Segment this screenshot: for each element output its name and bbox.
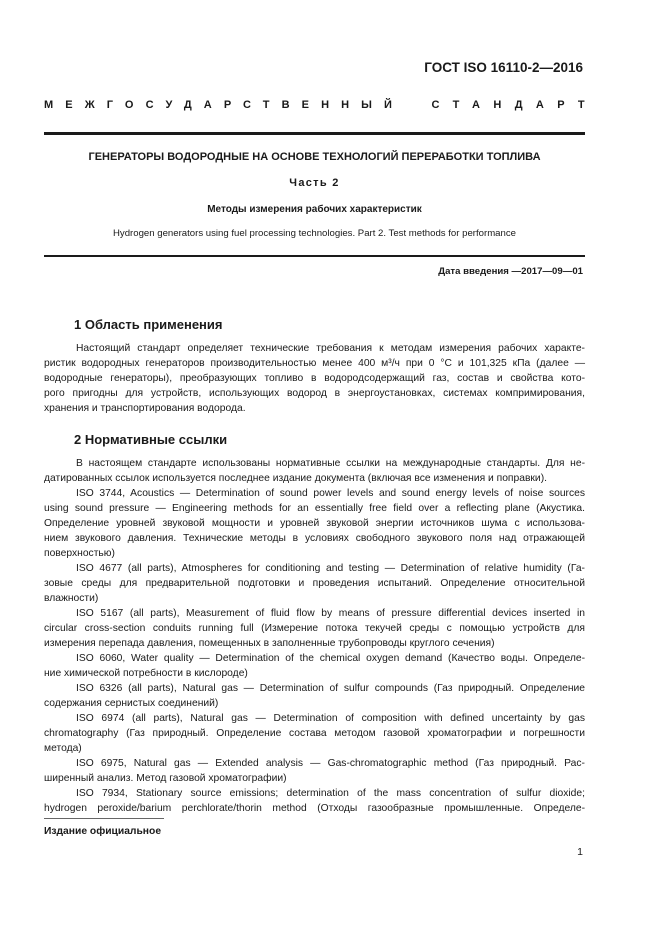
text-line: содержания сернистых соединений) [44, 698, 219, 709]
text-line: ISO 6326 (all parts), Natural gas — Determination of sulfur compounds (Газ природный. Определение [76, 683, 585, 694]
footer-rule [44, 818, 164, 819]
text-line: В настоящем стандарте использованы нормативные ссылки на международные стандарты. Для не- [76, 458, 585, 469]
gost-code: ГОСТ ISO 16110-2—2016 [424, 60, 583, 75]
text-line: ISO 6060, Water quality — Determination of the chemical oxygen demand (Качество воды. Определе- [76, 653, 585, 664]
standard-kind [44, 99, 598, 111]
page-number: 1 [577, 846, 583, 858]
text-line: ISO 7934, Stationary source emissions; determination of the mass concentration of sulfur dioxide; [76, 788, 585, 799]
text-line: зовые среды для предварительной подготовки и проведения испытаний. Определение относительной [44, 578, 585, 589]
section-1-text [44, 341, 585, 416]
text-line: поверхностью) [44, 548, 115, 559]
text-line: ISO 6974 (all parts), Natural gas — Determination of composition with defined uncertainty by gas [76, 713, 585, 724]
text-line: водородные генераторы), преобразующих топливо в водородсодержащий газ, состав и свойства кото- [44, 373, 585, 384]
text-line: hydrogen peroxide/barium perchlorate/thorin method (Отходы газообразные промышленные. Определе- [44, 803, 585, 814]
title-rule [44, 255, 585, 257]
intro-date: Дата введения —2017—09—01 [438, 266, 583, 277]
text-line: ISO 6975, Natural gas — Extended analysis — Gas-chromatographic method (Газ природный. Рас- [76, 758, 585, 769]
text-line: влажности) [44, 593, 99, 604]
section-1-heading: 1 Область применения [74, 317, 223, 332]
standard-kind-word1: МЕЖГОСУДАРСТВЕННЫЙ [44, 99, 405, 111]
text-line: using sound pressure — Engineering methods for an essentially free field over a reflecting plane (Акустика. [44, 503, 585, 514]
part-label: Часть 2 [289, 177, 340, 189]
header-rule [44, 132, 585, 135]
text-line: chromatography (Газ природный. Определение состава методом газовой хроматографии и погрешности [44, 728, 585, 739]
edition-label: Издание официальное [44, 826, 162, 837]
text-line: ширенный анализ. Метод газовой хроматографии) [44, 773, 287, 784]
document-title: ГЕНЕРАТОРЫ ВОДОРОДНЫЕ НА ОСНОВЕ ТЕХНОЛОГИЙ ПЕРЕРАБОТКИ ТОПЛИВА [88, 151, 541, 163]
text-line: ISO 4677 (all parts), Atmospheres for conditioning and testing — Determination of relative humidity (Га- [76, 563, 585, 574]
text-line: измерения перепада давления, помещенных в заполненные трубопроводы круглого сечения) [44, 638, 495, 649]
text-line: Настоящий стандарт определяет технические требования к методам измерения рабочих характе- [76, 343, 585, 354]
text-line: ние химической потребности в кислороде) [44, 668, 248, 679]
english-title: Hydrogen generators using fuel processing technologies. Part 2. Test methods for performance [113, 228, 516, 239]
text-line: circular cross-section conduits running full (Измерение потока текучей среды с помощью устройств для [44, 623, 585, 634]
text-line: ISO 5167 (all parts), Measurement of fluid flow by means of pressure differential devices inserted in [76, 608, 585, 619]
text-line: ISO 3744, Acoustics — Determination of sound power levels and sound energy levels of noise sources [76, 488, 585, 499]
text-line: ристик водородных генераторов производительностью менее 400 м³/ч при 0 °С и 101,325 кПа (далее — [44, 358, 585, 369]
section-2-text [44, 456, 585, 816]
text-line: метода) [44, 743, 82, 754]
document-subtitle: Методы измерения рабочих характеристик [207, 204, 422, 215]
text-line: нием звукового давления. Технические методы в условиях свободного звукового поля над отражающей [44, 533, 585, 544]
standard-kind-word2: СТАНДАРТ [431, 99, 598, 111]
text-line: Определение уровней звуковой мощности и уровней звуковой энергии источников шума с использова- [44, 518, 585, 529]
text-line: рого пригодны для устройств, использующих водород в энергоустановках, системах компримирования, [44, 388, 585, 399]
text-line: датированных ссылок используется последнее издание документа (включая все изменения и поправки). [44, 473, 547, 484]
section-2-heading: 2 Нормативные ссылки [74, 432, 228, 447]
text-line: хранения и транспортирования водорода. [44, 403, 246, 414]
